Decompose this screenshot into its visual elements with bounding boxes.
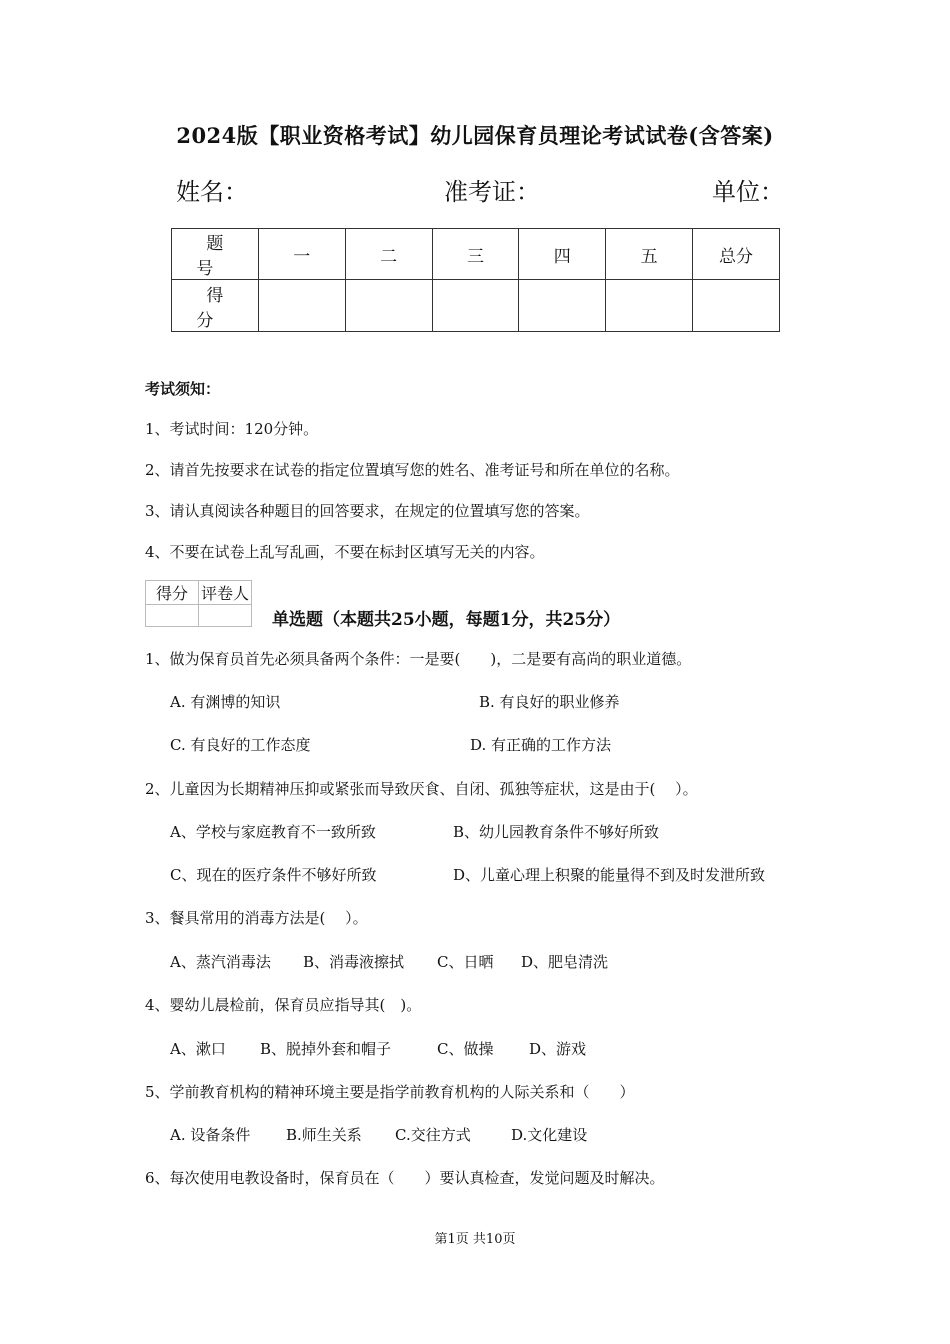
score-cell[interactable] — [432, 280, 519, 332]
score-cell[interactable] — [258, 280, 345, 332]
question-option: C、现在的医疗条件不够好所致 — [170, 866, 377, 884]
unit-field-label: 单位： — [712, 178, 784, 206]
question-stem: 3、餐具常用的消毒方法是( ）。 — [145, 909, 368, 927]
question-option: C、日晒 — [437, 953, 494, 971]
page-title: 2024版【职业资格考试】幼儿园保育员理论考试试卷(含答案) — [176, 123, 774, 148]
score-header-cell: 二 — [345, 229, 432, 280]
question-option: C. 有良好的工作态度 — [170, 736, 311, 754]
score-cell[interactable] — [345, 280, 432, 332]
question-option: D、肥皂清洗 — [521, 953, 609, 971]
question-option: B、幼儿园教育条件不够好所致 — [453, 823, 660, 841]
score-header-cell: 三 — [432, 229, 519, 280]
question-option: D.文化建设 — [511, 1126, 588, 1144]
grader-score-cell[interactable] — [146, 605, 199, 627]
question-option: A、学校与家庭教育不一致所致 — [170, 823, 376, 841]
question-option: A、蒸汽消毒法 — [170, 953, 271, 971]
question-option: C.交往方式 — [395, 1126, 471, 1144]
notice-item: 2、请首先按要求在试卷的指定位置填写您的姓名、准考证号和所在单位的名称。 — [145, 461, 680, 479]
score-header-cell: 一 — [258, 229, 345, 280]
exam-number-field-label: 准考证： — [444, 178, 540, 206]
question-option: A. 设备条件 — [170, 1126, 251, 1144]
question-option: A. 有渊博的知识 — [170, 693, 281, 711]
notice-item: 3、请认真阅读各种题目的回答要求，在规定的位置填写您的答案。 — [145, 502, 590, 520]
notice-heading: 考试须知： — [145, 380, 221, 398]
question-option: A、漱口 — [170, 1040, 226, 1058]
question-stem: 4、婴幼儿晨检前，保育员应指导其( )。 — [145, 996, 422, 1014]
question-option: C、做操 — [437, 1040, 494, 1058]
question-option: B.师生关系 — [286, 1126, 362, 1144]
question-option: B、脱掉外套和帽子 — [260, 1040, 392, 1058]
score-cell[interactable] — [606, 280, 693, 332]
score-header-cell: 总分 — [693, 229, 780, 280]
grader-score-label: 得分 — [146, 581, 199, 605]
page-footer: 第1页 共10页 — [434, 1232, 516, 1247]
score-header-cell: 四 — [519, 229, 606, 280]
name-field-label: 姓名： — [176, 178, 248, 206]
score-table — [171, 228, 780, 332]
section-title: 单选题（本题共25小题，每题1分，共25分） — [272, 610, 621, 630]
score-header-cell: 题 号 — [172, 229, 259, 280]
question-stem: 2、儿童因为长期精神压抑或紧张而导致厌食、自闭、孤独等症状，这是由于( ）。 — [145, 780, 698, 798]
question-option: D、儿童心理上积聚的能量得不到及时发泄所致 — [453, 866, 766, 884]
question-stem: 1、做为保育员首先必须具备两个条件：一是要( )，二是要有高尚的职业道德。 — [145, 650, 692, 668]
question-option: B. 有良好的职业修养 — [479, 693, 620, 711]
score-table-score-row — [172, 280, 780, 332]
score-header-cell: 五 — [606, 229, 693, 280]
grader-name-label: 评卷人 — [199, 581, 252, 605]
question-option: D. 有正确的工作方法 — [470, 736, 612, 754]
question-stem: 5、学前教育机构的精神环境主要是指学前教育机构的人际关系和（ ） — [145, 1083, 635, 1101]
notice-item: 1、考试时间：120分钟。 — [145, 420, 319, 438]
score-cell[interactable] — [693, 280, 780, 332]
score-row-label: 得 分 — [172, 280, 259, 332]
question-option: D、游戏 — [529, 1040, 587, 1058]
notice-item: 4、不要在试卷上乱写乱画，不要在标封区填写无关的内容。 — [145, 543, 545, 561]
question-stem: 6、每次使用电教设备时，保育员在（ ）要认真检查，发觉问题及时解决。 — [145, 1169, 665, 1187]
question-option: B、消毒液擦拭 — [303, 953, 405, 971]
grader-name-cell[interactable] — [199, 605, 252, 627]
score-table-header-row — [172, 229, 780, 280]
grader-box — [145, 580, 252, 627]
score-cell[interactable] — [519, 280, 606, 332]
